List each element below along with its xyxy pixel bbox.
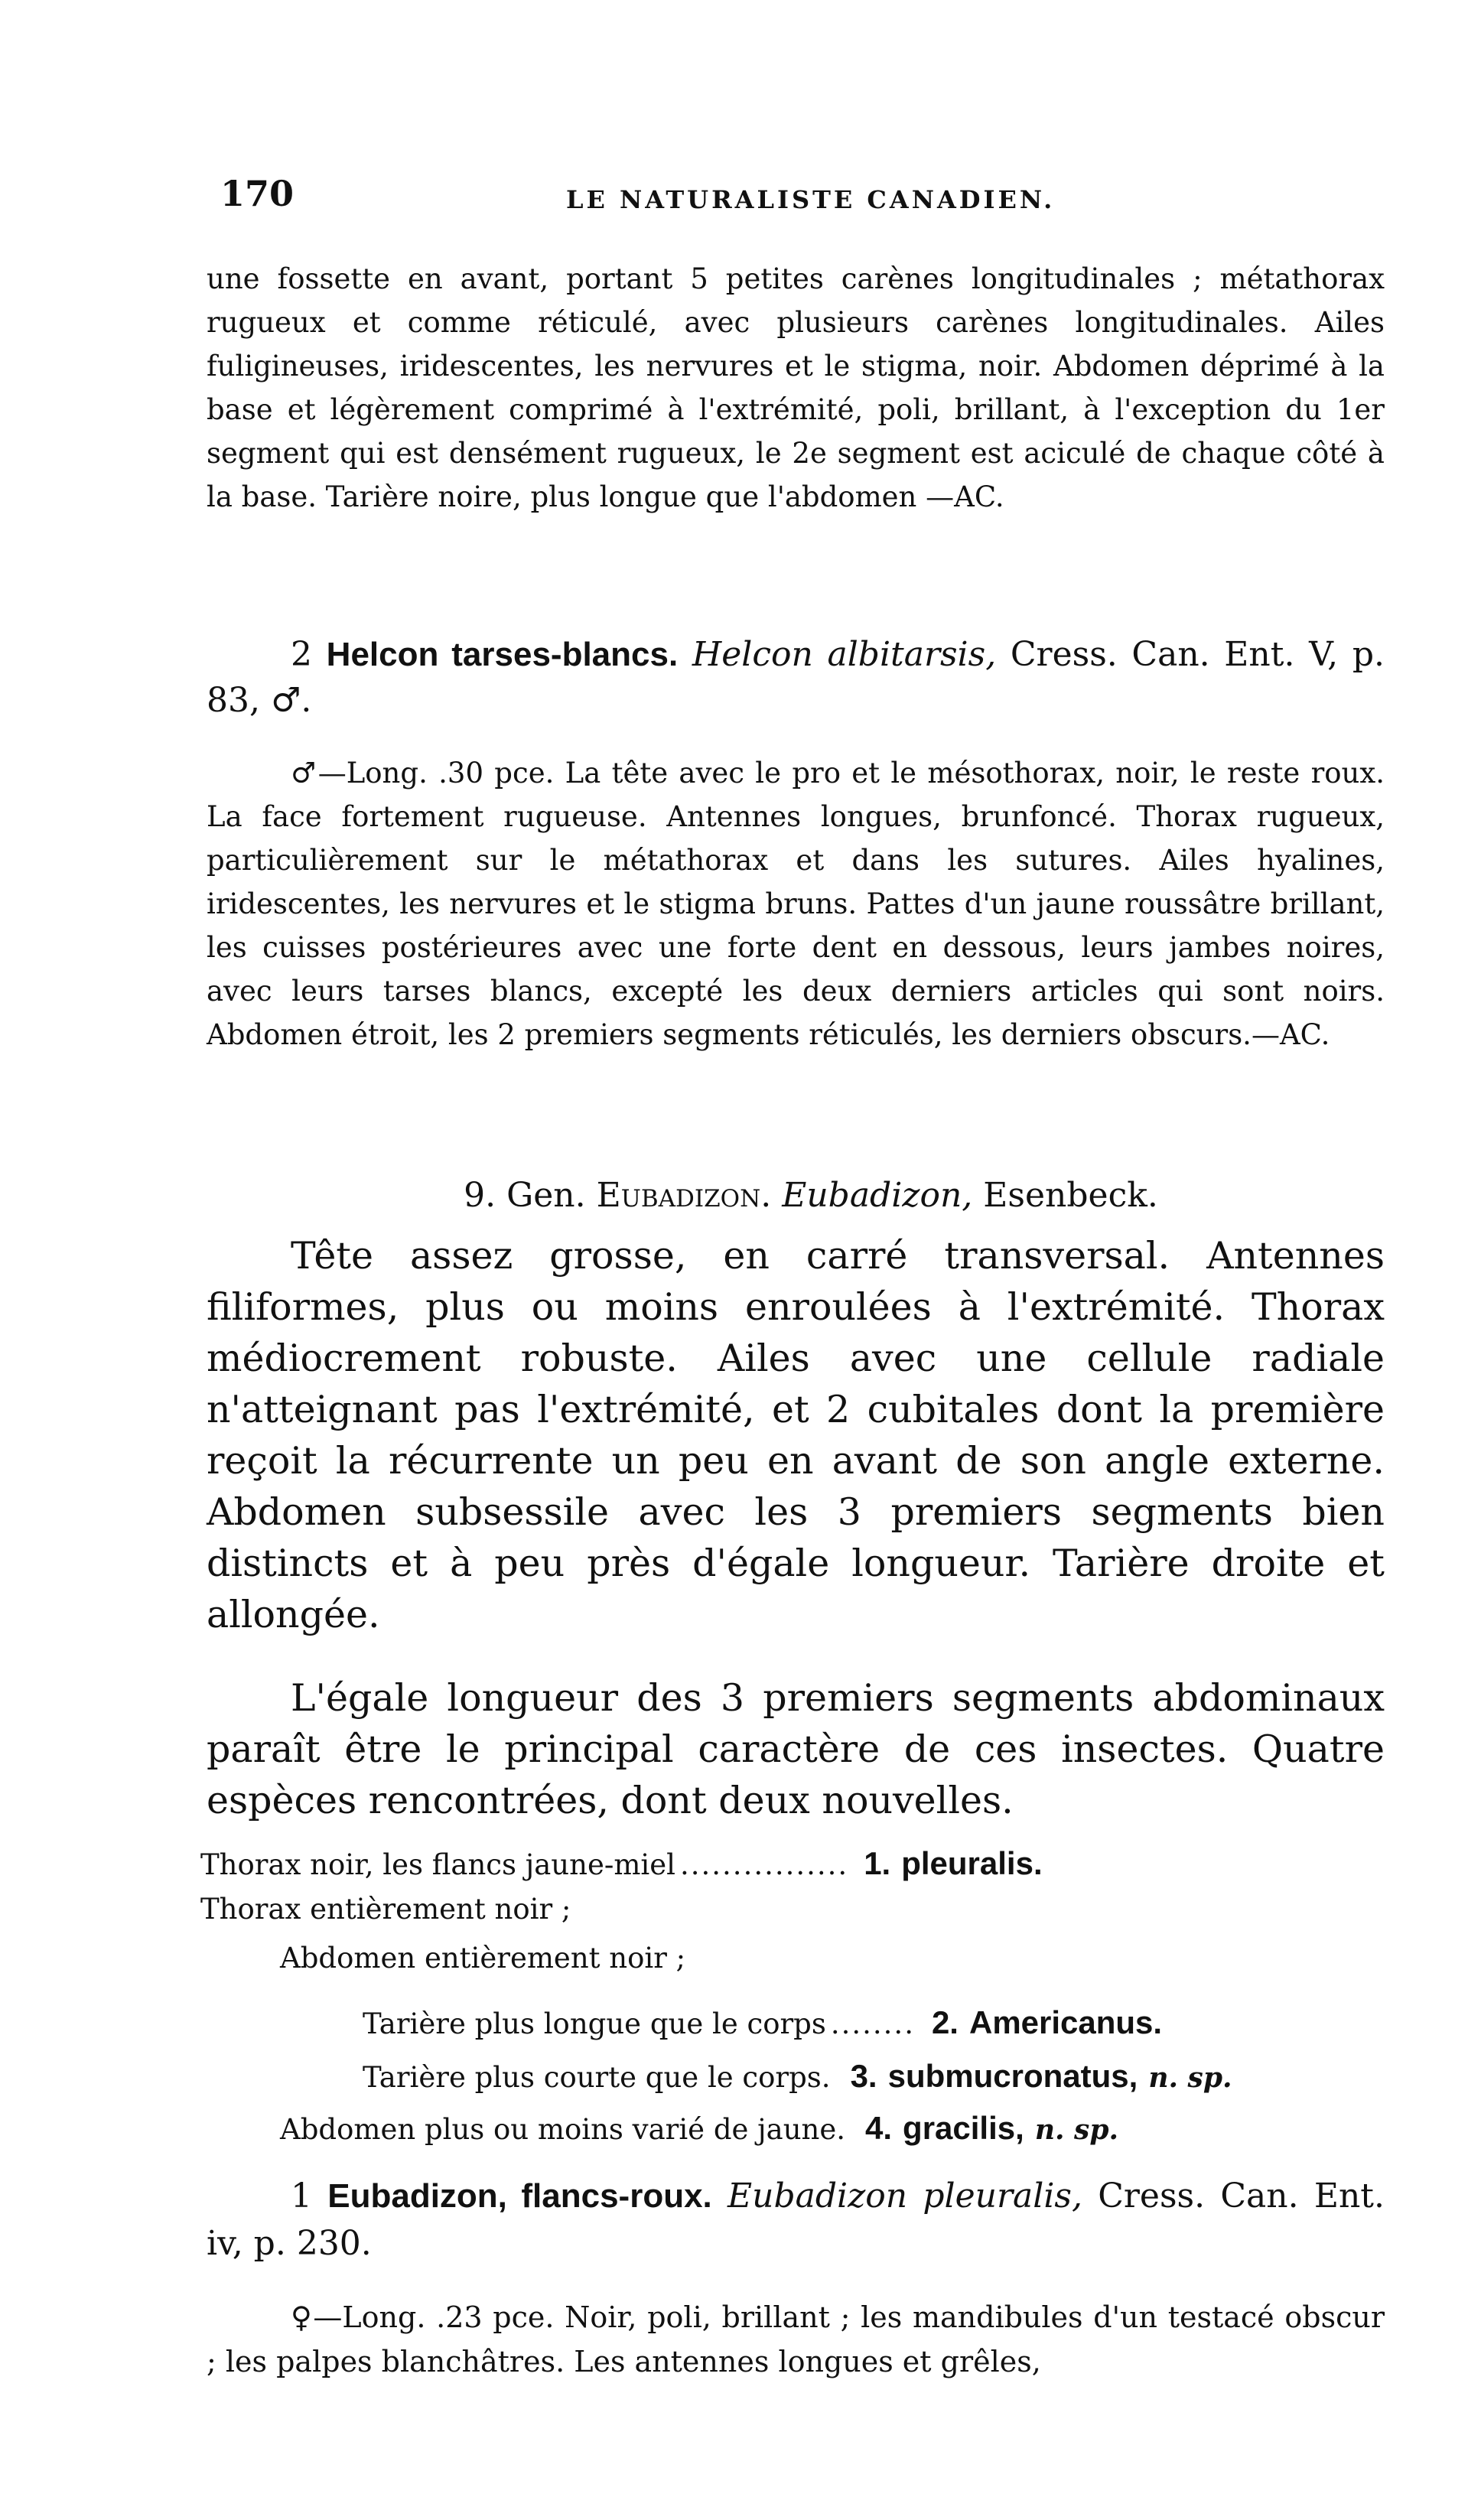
species-latin-name: Eubadizon pleuralis, xyxy=(727,2177,1082,2216)
key-number: 2. xyxy=(931,2004,959,2040)
key-new-species-mark: n. sp. xyxy=(1148,2062,1232,2094)
key-leader-dots: ................ xyxy=(680,1848,849,1881)
key-row-3 xyxy=(280,1942,685,1975)
genus-latin-name: Eubadizon, xyxy=(782,1176,973,1215)
key-number: 1. xyxy=(864,1845,891,1881)
key-number: 4. xyxy=(865,2110,893,2146)
key-text: Abdomen plus ou moins varié de jaune. xyxy=(280,2113,846,2146)
key-text: Tarière plus longue que le corps xyxy=(363,2007,826,2040)
key-row-6 xyxy=(280,2110,1118,2147)
key-text: Tarière plus courte que le corps. xyxy=(363,2061,831,2094)
paragraph-continuation: une fossette en avant, portant 5 petites carènes longitudinales ; métathorax rugueux et comme réticulé, avec plusieurs carènes longitudinales. Ailes fuligineuses, iridescentes, les nervures et le stigma, noir. Abdomen déprimé à la base et légèrement comprimé à l'extrémité, poli, brillant, à l'exception du 1er segment qui est densément rugueux, le 2e segment est aciculé de chaque côté à la base. Tarière noire, plus longue que l'abdomen —AC. xyxy=(207,262,1385,513)
species-number: 1 xyxy=(291,2177,312,2216)
genus-name: Eubadizon. xyxy=(596,1176,772,1215)
key-text: Thorax entièrement noir ; xyxy=(200,1893,571,1926)
paragraph-eubadizon-description: ♀—Long. .23 pce. Noir, poli, brillant ; les mandibules d'un testacé obscur ; les palpes blanchâtres. Les antennes longues et grêles, xyxy=(207,2300,1385,2378)
key-row-4 xyxy=(363,2004,1162,2041)
key-row-5 xyxy=(363,2058,1232,2095)
key-number: 3. xyxy=(850,2058,877,2094)
key-row-2 xyxy=(200,1893,571,1926)
key-species-name: gracilis, xyxy=(903,2110,1024,2146)
species-common-name: Helcon tarses-blancs. xyxy=(326,636,679,673)
species-latin-name: Helcon albitarsis, xyxy=(692,635,997,674)
key-species-name: pleuralis. xyxy=(901,1845,1043,1881)
species-heading-helcon xyxy=(207,632,1385,724)
key-text: Thorax noir, les flancs jaune-miel xyxy=(200,1848,675,1881)
key-species-name: Americanus. xyxy=(968,2004,1163,2040)
genus-author: Esenbeck. xyxy=(983,1176,1158,1215)
paragraph-helcon-description: ♂—Long. .30 pce. La tête avec le pro et le mésothorax, noir, le reste roux. La face fortement rugueuse. Antennes longues, brunfoncé. Thorax rugueux, particulièrement sur le métathorax et dans les sutures. Ailes hyalines, iridescentes, les nervures et le stigma bruns. Pattes d'un jaune roussâtre brillant, les cuisses postérieures avec une forte dent en dessous, leurs jambes noires, avec leurs tarses blancs, excepté les deux derniers articles qui sont noirs. Abdomen étroit, les 2 premiers segments réticulés, les derniers obscurs.—AC. xyxy=(207,757,1385,1051)
genus-prefix: 9. Gen. xyxy=(464,1176,586,1215)
key-species-name: submucronatus, xyxy=(887,2058,1138,2094)
species-reference: Cress. Can. Ent. iv, p. 230. xyxy=(207,2177,1385,2263)
key-text: Abdomen entièrement noir ; xyxy=(280,1942,686,1975)
key-leader-dots: ........ xyxy=(830,2007,915,2040)
species-number: 2 xyxy=(291,635,312,674)
paragraph-genus-description: Tête assez grosse, en carré transversal. Antennes filiformes, plus ou moins enroulées à l'extrémité. Thorax médiocrement robuste. Ailes avec une cellule radiale n'atteignant pas l'extrémité, et 2 cubitales dont la première reçoit la récurrente un peu en avant de son angle externe. Abdomen subsessile avec les 3 premiers segments bien distincts et à peu près d'égale longueur. Tarière droite et allongée. xyxy=(207,1234,1385,1636)
page-header xyxy=(214,173,1408,219)
page-number: 170 xyxy=(220,173,295,214)
species-common-name: Eubadizon, flancs-roux. xyxy=(327,2177,712,2215)
species-heading-eubadizon xyxy=(207,2173,1385,2268)
key-row-1 xyxy=(200,1845,1043,1882)
genus-heading xyxy=(207,1172,1385,1219)
running-head: LE NATURALISTE CANADIEN. xyxy=(566,185,1056,214)
key-new-species-mark: n. sp. xyxy=(1034,2114,1119,2146)
paragraph-genus-note: L'égale longueur des 3 premiers segments abdominaux paraît être le principal caractère de ces insectes. Quatre espèces rencontrées, dont deux nouvelles. xyxy=(207,1676,1385,1822)
species-reference: Cress. Can. Ent. V, p. 83, ♂. xyxy=(207,635,1385,720)
